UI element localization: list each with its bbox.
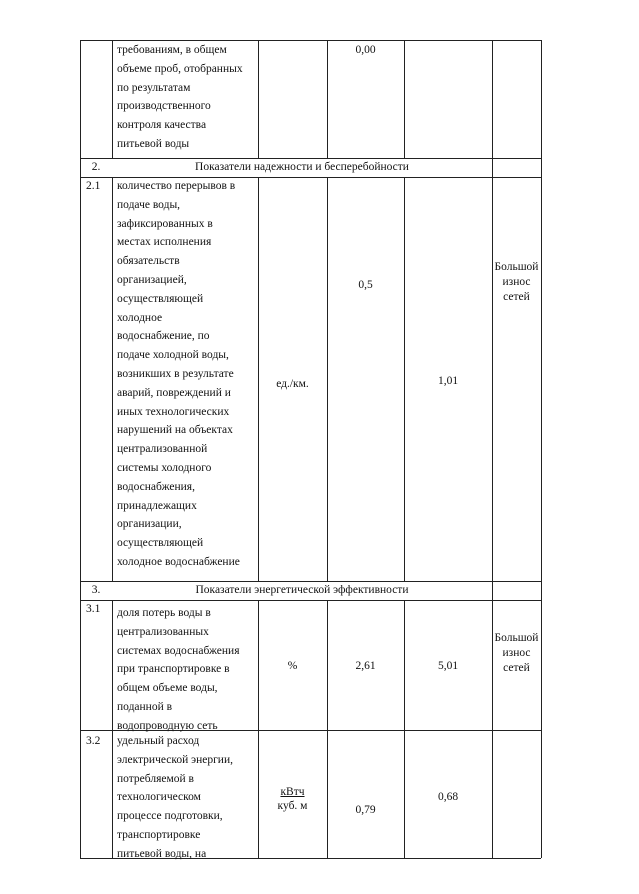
row31-description: доля потерь воды в централизованных системах водоснабжения при транспортировке в общем объеме воды, поданной в водопроводную сеть	[117, 607, 240, 732]
col-divider	[327, 177, 328, 581]
section2-title: Показатели надежности и бесперебойности	[195, 161, 409, 173]
row31-value-b: 5,01	[437, 660, 459, 672]
row31-number: 3.1	[86, 603, 101, 615]
section2-number: 2.	[91, 161, 101, 173]
col-divider	[404, 40, 405, 158]
row32-description: удельный расход электрической энергии, потребляемой в технологическом процессе подготовки, транспортировке питьевой воды, на	[117, 735, 233, 860]
row32-unit	[258, 785, 327, 813]
col-divider	[258, 600, 259, 858]
col-divider	[404, 600, 405, 858]
section3-number: 3.	[91, 584, 101, 596]
row21-value-a: 0,5	[358, 279, 373, 291]
row31-note: Большой износ сетей	[494, 632, 539, 674]
col-divider	[112, 600, 113, 858]
row21-unit: ед./км.	[276, 378, 309, 390]
table-border-right	[541, 40, 542, 858]
indicators-table	[80, 40, 541, 858]
row32-value-a: 0,79	[355, 804, 376, 816]
row31-unit: %	[287, 660, 298, 672]
row31-value-a: 2,61	[355, 660, 376, 672]
row21-value-b: 1,01	[437, 375, 459, 387]
col-divider	[112, 40, 113, 158]
row21-description: количество перерывов в подаче воды, зафиксированных в местах исполнения обязательств организацией, осуществляющей холодное водоснабжение, по подаче холодной воды, возникших в результате аварий, повреждений и иных технологических нарушений на объектах централизованной системы холодного водоснабжения, принадлежащих организации, осуществляющей холодное водоснабжение	[117, 180, 240, 568]
row-border	[80, 600, 541, 601]
row32-number: 3.2	[86, 735, 101, 747]
row21-note: Большой износ сетей	[494, 261, 539, 303]
col-divider	[258, 40, 259, 158]
col-divider	[492, 40, 493, 858]
section3-title: Показатели энергетической эффективности	[195, 584, 409, 596]
col-divider	[112, 177, 113, 581]
row32-unit-denominator: куб. м	[277, 800, 308, 812]
row21-number: 2.1	[86, 180, 101, 192]
row32-value-b: 0,68	[437, 791, 459, 803]
row0-value-a: 0,00	[355, 44, 376, 56]
row0-description: требованиям, в общем объеме проб, отобранных по результатам производственного контроля качества питьевой воды	[117, 44, 243, 150]
row32-unit-numerator: кВтч	[280, 786, 305, 798]
